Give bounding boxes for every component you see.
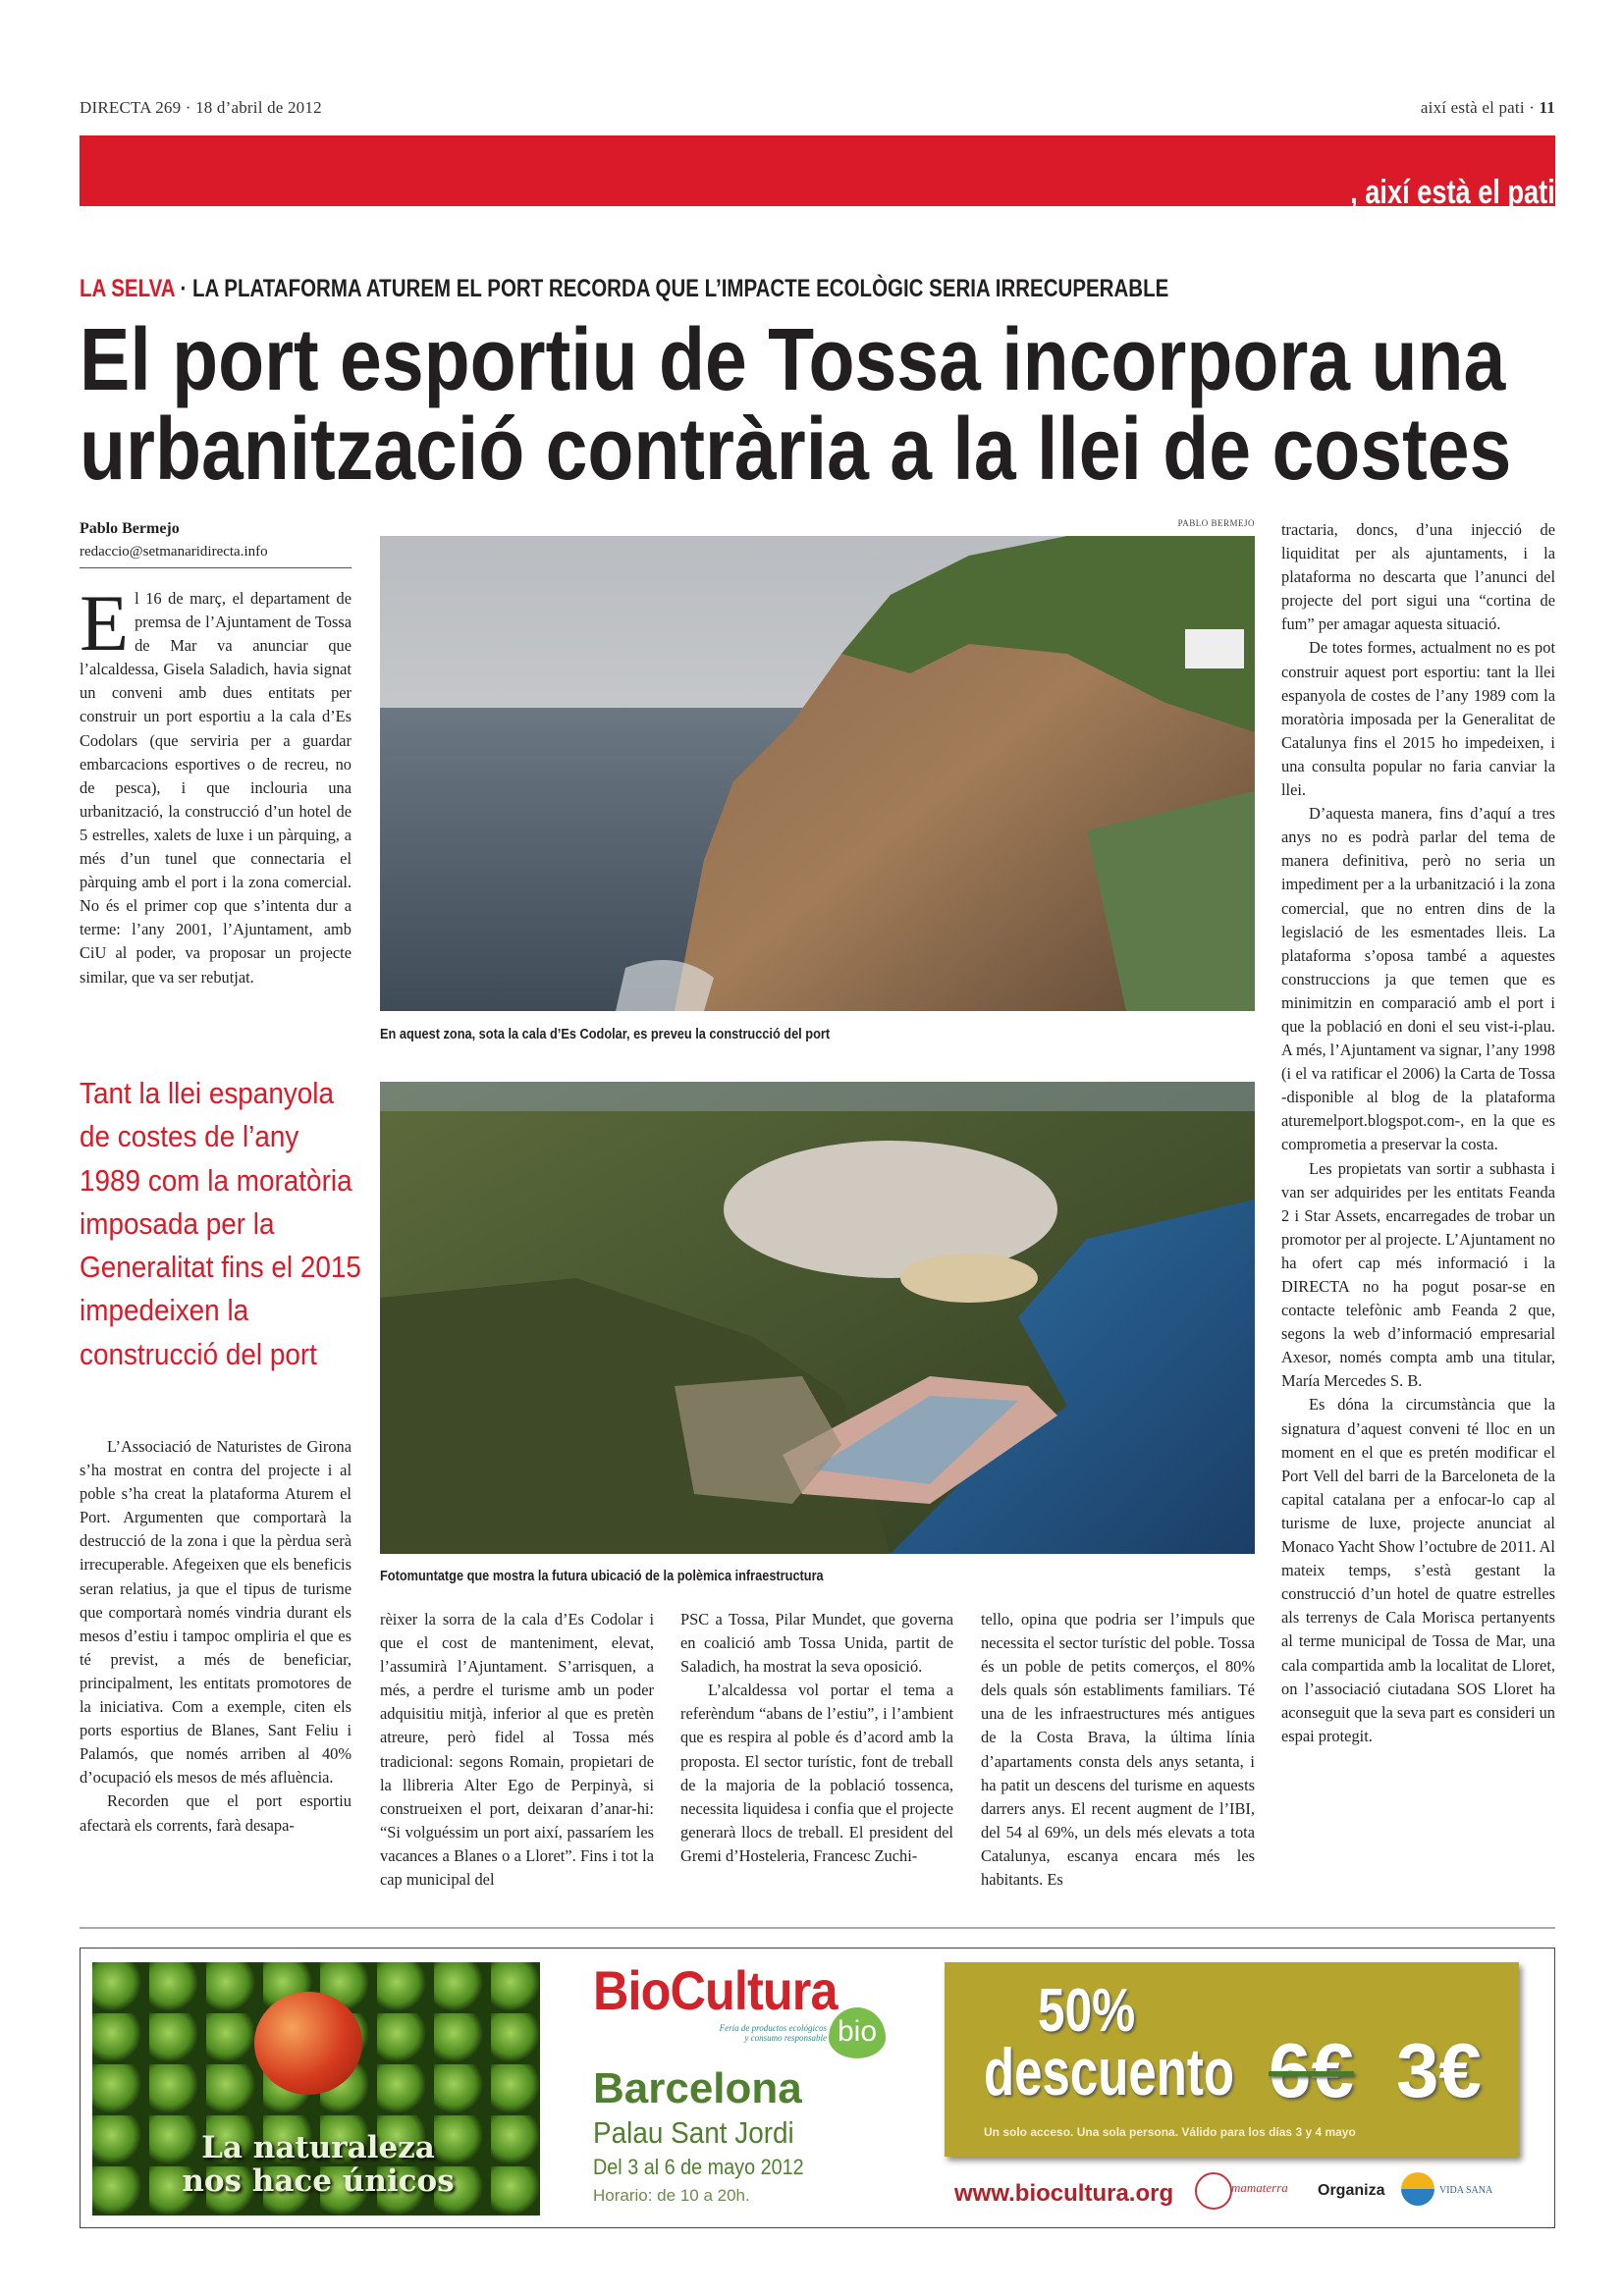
article-column-2 xyxy=(380,1608,654,1892)
paragraph: Recorden que el port esportiu afectarà els corrents, farà desapa- xyxy=(80,1791,352,1835)
paragraph: De totes formes, actualment no es pot construir aquest port esportiu: tant la llei espanyola de costes de l’any 1989 com la moratòria imposada per la Generalitat de Catalunya fins el 2015 ho impedeixen, i una consulta popular no faria canviar la llei. xyxy=(1281,638,1555,800)
article-headline xyxy=(80,311,1512,499)
ad-event-info xyxy=(593,1958,917,2223)
headline-line-1: El port esportiu de Tossa incorpora una xyxy=(80,311,1506,409)
article-column-4 xyxy=(981,1608,1255,1892)
headline-line-2: urbanització contrària a la llei de costes xyxy=(80,400,1512,499)
paragraph: D’aquesta manera, fins d’aquí a tres anys no es podrà parlar del tema de manera definitiva, però no seria un impediment per a la urbanització i la zona comercial, que no entren dins de la legislació de les esmentades lleis. La plataforma s’oposa també a aquestes construccions ja que temen que es minimitzin en comparació amb el port i que la població en doni el seu vist-i-plau. A més, l’Ajuntament va signar, l’any 1998 (i el va ratificar el 2006) la Carta de Tossa -disponible al blog de la plataforma aturemelport.blogspot.com-, en la que es comprometia a preservar la costa. xyxy=(1281,804,1555,1154)
aerial-photo-image xyxy=(380,1082,1255,1554)
byline-divider xyxy=(80,567,352,568)
kicker-text: · LA PLATAFORMA ATUREM EL PORT RECORDA QUE L’IMPACTE ECOLÒGIC SERIA IRRECUPERABLE xyxy=(174,275,1169,302)
ad-dates: Del 3 al 6 de mayo 2012 xyxy=(593,2155,804,2179)
mamaterra-logo-icon xyxy=(1195,2172,1232,2210)
page-number: 11 xyxy=(1539,98,1555,117)
photo-credit: PABLO BERMEJO xyxy=(1177,518,1255,528)
slogan-line-1: La naturaleza xyxy=(201,2130,435,2165)
ad-website-link[interactable]: www.biocultura.org xyxy=(954,2180,1174,2207)
ad-venue: Palau Sant Jordi xyxy=(593,2115,794,2150)
discount-box xyxy=(945,1962,1519,2157)
apples-image xyxy=(92,1962,540,2216)
author-name: Pablo Bermejo xyxy=(80,520,180,537)
photo-aerial-photomontage xyxy=(380,1082,1255,1554)
paragraph: L’Associació de Naturistes de Girona s’ha mostrat en contra del projecte i al poble s’ha creat la plataforma Aturem el Port. Argumenten que comportarà la destrucció de la zona i que la pèrdua serà irrecuperable. Afegeixen que els beneficis seran relatius, ja que el tipus de turisme que comportarà només vindria durant els mesos d’estiu i tampoc ompliria el que es té previst, a més de beneficiar, principalment, les entitats promotores de la iniciativa. Com a exemple, citen els ports esportius de Blanes, Sant Feliu i Palamós, que només arriben al 40% d’ocupació els mesos de més afluència. xyxy=(80,1437,352,1788)
paragraph: l 16 de març, el departament de premsa de l’Ajuntament de Tossa de Mar va anunciar que l’alcaldessa, Gisela Saladich, havia signat un conveni amb dues entitats per construir un port esportiu a la cala d’Es Codolars (que serviria per a guardar embarcacions esportives o de recreu, no de pesca), i que inclouria una urbanització, la construcció d’un hotel de 5 estrelles, xalets de luxe i un pàrquing, a més d’un tunel que connectaria el pàrquing amb el port i la zona comercial. No és el primer cop que s’intenta dur a terme: l’any 2001, l’Ajuntament, amb CiU al poder, va proposar un projecte similar, que va ser rebutjat. xyxy=(80,589,352,987)
folio-section-name: així està el pati xyxy=(1420,98,1525,117)
sponsor-mamaterra: mamaterra xyxy=(1231,2180,1288,2195)
tagline-line-1: Feria de productos ecológicos xyxy=(719,2023,827,2033)
kicker-region: LA SELVA xyxy=(80,275,175,302)
article-column-1-bottom xyxy=(80,1435,352,1838)
ad-slogan xyxy=(132,2131,505,2198)
folio-separator: · xyxy=(1529,98,1540,117)
ad-city: Barcelona xyxy=(593,2064,802,2112)
section-band xyxy=(80,135,1555,211)
article-column-5 xyxy=(1281,518,1555,1748)
folio-issue-date: DIRECTA 269 · 18 d’abril de 2012 xyxy=(80,98,322,117)
tagline-line-2: y consumo responsable xyxy=(744,2033,827,2043)
red-apple-icon xyxy=(254,1992,362,2095)
biocultura-advertisement[interactable] xyxy=(80,1948,1555,2228)
ad-tagline xyxy=(672,2023,827,2043)
ad-divider xyxy=(80,1927,1555,1929)
ad-hours: Horario: de 10 a 20h. xyxy=(593,2186,750,2205)
paragraph: L’alcaldessa vol portar el tema a referèndum “abans de l’estiu”, i l’ambient que es respira al poble és d’acord amb la proposta. El sector turístic, font de treball de la majoria de la població tossenca, necessita liquidesa i confia que el projecte generarà llocs de treball. El president del Gremi d’Hosteleria, Francesc Zuchi- xyxy=(680,1681,953,1865)
discount-word: descuento xyxy=(984,2035,1235,2109)
photo-cliffs-cala-es-codolar xyxy=(380,536,1255,1011)
old-price: 6€ xyxy=(1269,2027,1354,2113)
discount-percent: 50% xyxy=(1038,1977,1136,2045)
sponsor-vida-sana: VIDA SANA xyxy=(1439,2185,1493,2196)
paragraph: rèixer la sorra de la cala d’Es Codolar i que el cost de manteniment, elevat, l’assumirà l’Ajuntament. S’arrisquen, a més, a perdre el turisme amb un poder adquisitiu mitjà, inferior al que es pretèn atreure, però fidel al Tossa més tradicional: segons Romain, propietari de la llibreria Alter Ego de Perpinyà, si construeixen el port, deixaran d’anar-hi: “Si volguéssim un port així, passaríem les vacances a Blanes o a Lloret”. Fins i tot la cap municipal del xyxy=(380,1610,654,1890)
paragraph: Es dóna la circumstància que la signatura d’aquest conveni té lloc en un moment en el que es pretén modificar el Port Vell del barri de la Barceloneta de la capital catalana per a enfocar-lo cap al turisme de luxe, projecte anunciat al Monaco Yacht Show l’octubre de 2011. Al mateix temps, s’està gestant la construcció d’un hotel de quatre estrelles als terrenys de Cala Morisca pertanyents al terme municipal de Tossa de Mar, una cala compartida amb la localitat de Lloret, on l’associació ciutadana SOS Lloret ha aconseguit que la seva part es consideri un espai protegit. xyxy=(1281,1395,1556,1745)
vida-sana-logo-icon xyxy=(1401,2172,1434,2206)
photo-caption-2: Fotomuntatge que mostra la futura ubicació de la polèmica infraestructura xyxy=(380,1569,824,1584)
brand-logo: BioCultura xyxy=(593,1959,838,2021)
fine-print: Un solo acceso. Una sola persona. Válido para los días 3 y 4 mayo xyxy=(984,2125,1356,2139)
organiza-label: Organiza xyxy=(1318,2182,1385,2199)
cliffs-photo-image xyxy=(380,536,1255,1011)
article-column-3 xyxy=(680,1608,953,1868)
pull-quote: Tant la llei espanyola de costes de l’any 1989 com la moratòria imposada per la Generalitat fins el 2015 impedeixen la construcció del port xyxy=(80,1076,361,1371)
bio-badge: bio xyxy=(829,2007,886,2058)
article-column-1-top xyxy=(80,578,352,989)
paragraph: Les propietats van sortir a subhasta i van ser adquirides per les entitats Feanda 2 i Star Assets, encarregades de trobar un promotor per al projecte. L’Ajuntament no ha ofert cap més informació i la DIRECTA no ha pogut posar-se en contacte telefònic amb Feanda 2 que, segons la web d’informació empresarial Axesor, només compta amb una titular, María Mercedes S. B. xyxy=(1281,1158,1555,1391)
photo-caption-1: En aquest zona, sota la cala d’Es Codolar, es preveu la construcció del port xyxy=(380,1027,831,1042)
new-price: 3€ xyxy=(1396,2027,1482,2113)
author-email[interactable]: redaccio@setmanaridirecta.info xyxy=(80,544,268,560)
paragraph: PSC a Tossa, Pilar Mundet, que governa en coalició amb Tossa Unida, partit de Saladich, ha mostrat la seva oposició. xyxy=(680,1610,953,1677)
slogan-line-2: nos hace únicos xyxy=(182,2163,455,2199)
section-band-title: , així està el pati xyxy=(1350,174,1555,211)
drop-cap: E xyxy=(80,578,130,667)
folio-section xyxy=(1421,98,1555,118)
paragraph: tractaria, doncs, d’una injecció de liquiditat per als ajuntaments, i la plataforma no descarta que l’anunci del projecte del port sigui una “cortina de fum” per amagar aquesta situació. xyxy=(1281,520,1555,634)
article-kicker xyxy=(80,275,1168,303)
paragraph: tello, opina que podria ser l’impuls que necessita el sector turístic del poble. Tossa és un poble de petits comerços, el 80% dels quals són establiments familiars. Té una de les infraestructures més antigues de la Costa Brava, la última línia d’apartaments consta dels anys setanta, i ha patit un descens del turisme en aquests darrers anys. El recent augment de l’IBI, del 54 al 69%, un dels més elevats a tota Catalunya, escanya encara més les habitants. Es xyxy=(981,1610,1255,1890)
